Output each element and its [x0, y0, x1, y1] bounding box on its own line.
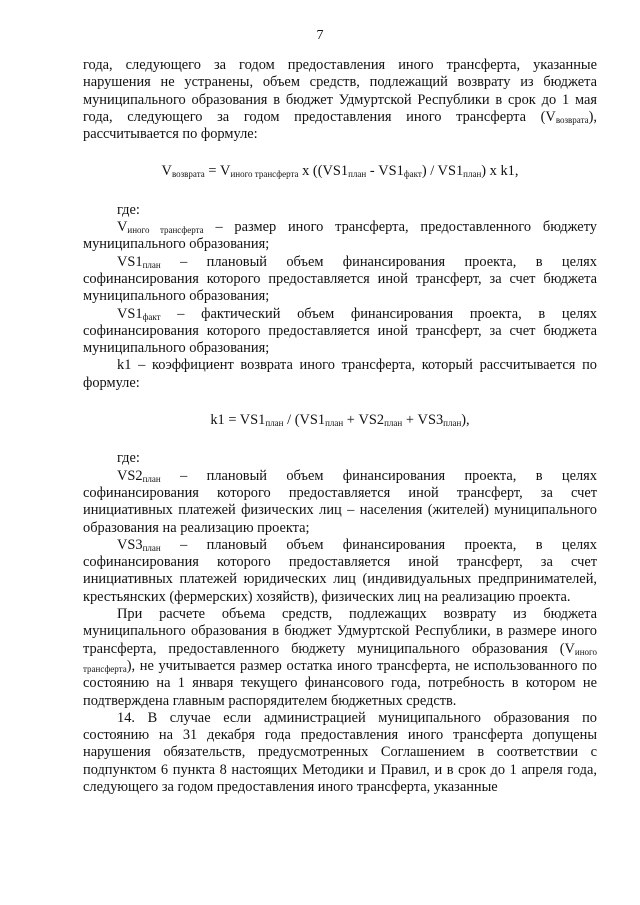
- paragraph-calculation-note: [83, 606, 597, 710]
- definition-vs1-fact: [83, 306, 597, 358]
- subscript: план: [463, 169, 482, 180]
- paragraph-text: года, следующего за годом предоставления иного трансферта, указанные нарушения не устранены, объем средств, подлежащий возврату из бюджета муниципального образования в бюджет Удмуртской Республики в срок до 1 мая года, следующего за годом предоставления иного трансферта (V: [83, 57, 597, 125]
- definition-symbol: VS1: [117, 305, 143, 322]
- definition-vs3-plan: [83, 537, 597, 606]
- document-body: [83, 57, 597, 796]
- definition-vs1-plan: [83, 254, 597, 306]
- subscript: факт: [403, 169, 422, 180]
- subscript: план: [265, 418, 284, 429]
- subscript: план: [142, 259, 161, 270]
- definition-symbol: V: [117, 219, 128, 236]
- formula-part: ),: [461, 412, 470, 429]
- subscript: факт: [142, 311, 161, 322]
- subscript: план: [142, 542, 161, 553]
- subscript: возврата: [171, 169, 205, 180]
- formula-part: x ((VS1: [298, 163, 349, 180]
- definition-k1: k1 – коэффициент возврата иного трансферта, который рассчитывается по формуле:: [83, 357, 597, 391]
- paragraph-text: При расчете объема средств, подлежащих возврату из бюджета муниципального образования в бюджет Удмуртской Республики, в размере иного трансферта, предоставленного бюджету муниципального образования (V: [83, 606, 597, 657]
- formula-part: - VS1: [366, 163, 404, 180]
- definition-vs2-plan: [83, 468, 597, 537]
- paragraph-14: 14. В случае если администрацией муниципального образования по состоянию на 31 декабря года предоставления иного трансферта допущены нарушения обязательств, предусмотренных Соглашением в соответствии с подпунктом 6 пункта 8 настоящих Методики и Правил, и в срок до 1 апреля года, следующего за годом предоставления иного трансферта, указанные: [83, 709, 597, 795]
- subscript: план: [348, 169, 367, 180]
- formula-k1: [83, 412, 597, 429]
- subscript: план: [142, 473, 161, 484]
- definition-text: – размер иного трансферта, предоставленного бюджету муниципального образования;: [83, 219, 597, 253]
- formula-part: k1 = VS1: [210, 412, 266, 429]
- formula-part: ) x k1,: [481, 163, 519, 180]
- definition-text: – плановый объем финансирования проекта, в целях софинансирования которого предоставляется иной трансферт, за счет инициативных платежей физических лиц – населения (жителей) муниципального образования на реализацию проекта;: [83, 467, 597, 536]
- subscript: иного трансферта: [127, 225, 204, 236]
- formula-refund: [83, 163, 597, 180]
- formula-part: = V: [204, 163, 231, 180]
- formula-part: / (VS1: [283, 412, 326, 429]
- formula-part: + VS2: [343, 412, 385, 429]
- definition-symbol: VS3: [117, 536, 143, 553]
- page-number: 7: [316, 28, 324, 43]
- definition-text: – фактический объем финансирования проекта, в целях софинансирования которого предоставляется иной трансферт, за счет бюджета муниципального образования;: [83, 305, 597, 357]
- subscript: иного трансферта: [230, 169, 299, 180]
- subscript: иного трансферта: [83, 646, 597, 674]
- subscript: план: [325, 418, 344, 429]
- definition-transfer-size: [83, 219, 597, 254]
- paragraph-text: ), рассчитывается по формуле:: [83, 108, 597, 143]
- definition-symbol: VS2: [117, 467, 143, 484]
- formula-symbol: V: [161, 163, 172, 180]
- paragraph-text: ), не учитывается размер остатка иного трансферта, не использованного по состоянию на 1 января текущего финансового года, потребность в котором не подтверждена главным распорядителем бюджетных средств.: [83, 657, 597, 709]
- definition-text: – плановый объем финансирования проекта, в целях софинансирования которого предоставляется иной трансферт, за счет инициативных платежей юридических лиц (индивидуальных предпринимателей, крестьянских (фермерских) хозяйств), физических лиц на реализацию проекта.: [83, 536, 597, 605]
- definition-symbol: VS1: [117, 253, 143, 270]
- where-label: где:: [117, 201, 140, 218]
- formula-part: ) / VS1: [421, 163, 464, 180]
- formula-part: + VS3: [402, 412, 444, 429]
- subscript: план: [384, 418, 403, 429]
- subscript: возврата: [555, 114, 589, 125]
- paragraph-refund-condition: [83, 57, 597, 143]
- where-label: где:: [117, 450, 140, 467]
- subscript: план: [443, 418, 462, 429]
- definition-text: – плановый объем финансирования проекта, в целях софинансирования которого предоставляется иной трансферт, за счет бюджета муниципального образования;: [83, 253, 597, 305]
